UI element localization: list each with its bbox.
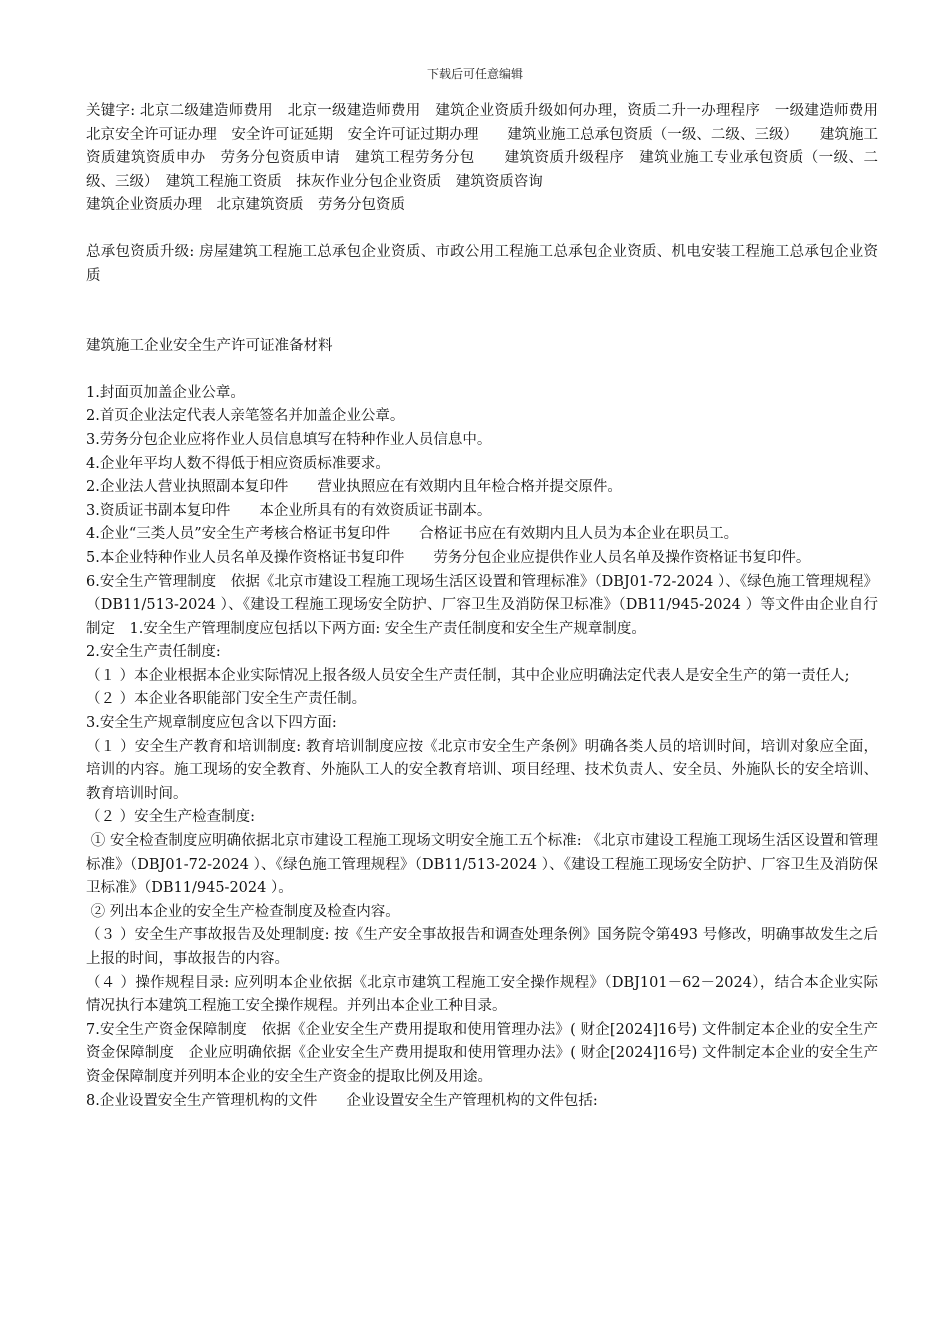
page-header: 下载后可任意编辑 bbox=[426, 67, 523, 81]
keywords-paragraph: 关键字: 北京二级建造师费用 北京一级建造师费用 建筑企业资质升级如何办理，资质二升一办理程序 一级建造师费用 北京安全许可证办理 安全许可证延期 安全许可证过期办理 建筑业施工总承包资质（一级、二级、三级） 建筑施工资质建筑资质申办 劳务分包资质申请 建筑工程劳务分包 建筑资质升级程序 建筑业施工专业承包资质（一级、二级、三级） 建筑工程施工资质 抹灰作业分包企业资质 建筑资质咨询 bbox=[86, 103, 893, 190]
list-item: （２ ）本企业各职能部门安全生产责任制。 bbox=[86, 691, 367, 708]
list-item: 2.企业法人营业执照副本复印件 营业执照应在有效期内且年检合格并提交原件。 bbox=[86, 479, 622, 496]
list-item: 3.劳务分包企业应将作业人员信息填写在特种作业人员信息中。 bbox=[86, 431, 492, 448]
list-item: 6.安全生产管理制度 依据《北京市建设工程施工现场生活区设置和管理标准》（DBJ01-72-2024 ）、《绿色施工管理规程》（DB11/513-2024 ）、《建设工程施工现场安全防护、厂容卫生及消防保卫标准》（DB11/945-2024 ）等文件由企业自行制定 1.安全生产管理制度应包括以下两方面: 安全生产责任制度和安全生产规章制度。 bbox=[86, 573, 878, 637]
list-item: 4.企业“三类人员”安全生产考核合格证书复印件 合格证书应在有效期内且人员为本企业在职员工。 bbox=[86, 526, 739, 543]
list-item: 4.企业年平均人数不得低于相应资质标准要求。 bbox=[86, 455, 390, 472]
spacer bbox=[86, 218, 878, 241]
list-item: 7.安全生产资金保障制度 依据《企业安全生产费用提取和使用管理办法》( 财企[2024]16号) 文件制定本企业的安全生产资金保障制度 企业应明确依据《企业安全生产费用提取和使用管理办法》( 财企[2024]16号) 文件制定本企业的安全生产资金保障制度并列明本企业的安全生产资金的提取比例及用途。 bbox=[86, 1021, 878, 1085]
section-title: 建筑施工企业安全生产许可证准备材料 bbox=[86, 338, 333, 355]
document-body bbox=[86, 100, 893, 1113]
list-item: （４ ）操作规程目录: 应列明本企业依据《北京市建筑工程施工安全操作规程》（DBJ101－62－2024），结合本企业实际情况执行本建筑工程施工安全操作规程。并列出本企业工种目录。 bbox=[86, 974, 878, 1015]
spacer bbox=[86, 359, 878, 382]
list-item: （３ ）安全生产事故报告及处理制度: 按《生产安全事故报告和调查处理条例》国务院令第493 号修改，明确事故发生之后上报的时间，事故报告的内容。 bbox=[86, 927, 878, 967]
list-item: （１ ）本企业根据本企业实际情况上报各级人员安全生产责任制，其中企业应明确法定代表人是安全生产的第一责任人; bbox=[86, 667, 850, 684]
list-item: ② 列出本企业的安全生产检查制度及检查内容。 bbox=[86, 903, 400, 920]
upgrade-paragraph: 总承包资质升级: 房屋建筑工程施工总承包企业资质、市政公用工程施工总承包企业资质、机电安装工程施工总承包企业资质 bbox=[86, 243, 878, 284]
list-item: ① 安全检查制度应明确依据北京市建设工程施工现场文明安全施工五个标准: 《北京市建设工程施工现场生活区设置和管理标准》（DBJ01-72-2024 ）、《绿色施工管理规程》（DB11/513-2024 ）、《建设工程施工现场安全防护、厂容卫生及消防保卫标准》（DB11/945-2024 ）。 bbox=[86, 833, 878, 897]
list-item: 1.封面页加盖企业公章。 bbox=[86, 384, 245, 401]
spacer bbox=[86, 288, 878, 335]
list-item: 8.企业设置安全生产管理机构的文件 企业设置安全生产管理机构的文件包括: bbox=[86, 1092, 598, 1109]
keywords-line-2: 建筑企业资质办理 北京建筑资质 劳务分包资质 bbox=[86, 197, 405, 214]
list-item: （１ ）安全生产教育和培训制度: 教育培训制度应按《北京市安全生产条例》明确各类人员的培训时间，培训对象应全面，培训的内容。施工现场的安全教育、外施队工人的安全教育培训、项目经理、技术负责人、安全员、外施队长的安全培训、教育培训时间。 bbox=[86, 738, 878, 802]
list-item: 5.本企业特种作业人员名单及操作资格证书复印件 劳务分包企业应提供作业人员名单及操作资格证书复印件。 bbox=[86, 549, 811, 566]
list-item: 3.安全生产规章制度应包含以下四方面: bbox=[86, 715, 337, 732]
list-item: （２ ）安全生产检查制度: bbox=[86, 809, 255, 826]
list-item: 3.资质证书副本复印件 本企业所具有的有效资质证书副本。 bbox=[86, 502, 492, 519]
list-item: 2.安全生产责任制度: bbox=[86, 644, 221, 661]
list-item: 2.首页企业法定代表人亲笔签名并加盖企业公章。 bbox=[86, 408, 405, 425]
